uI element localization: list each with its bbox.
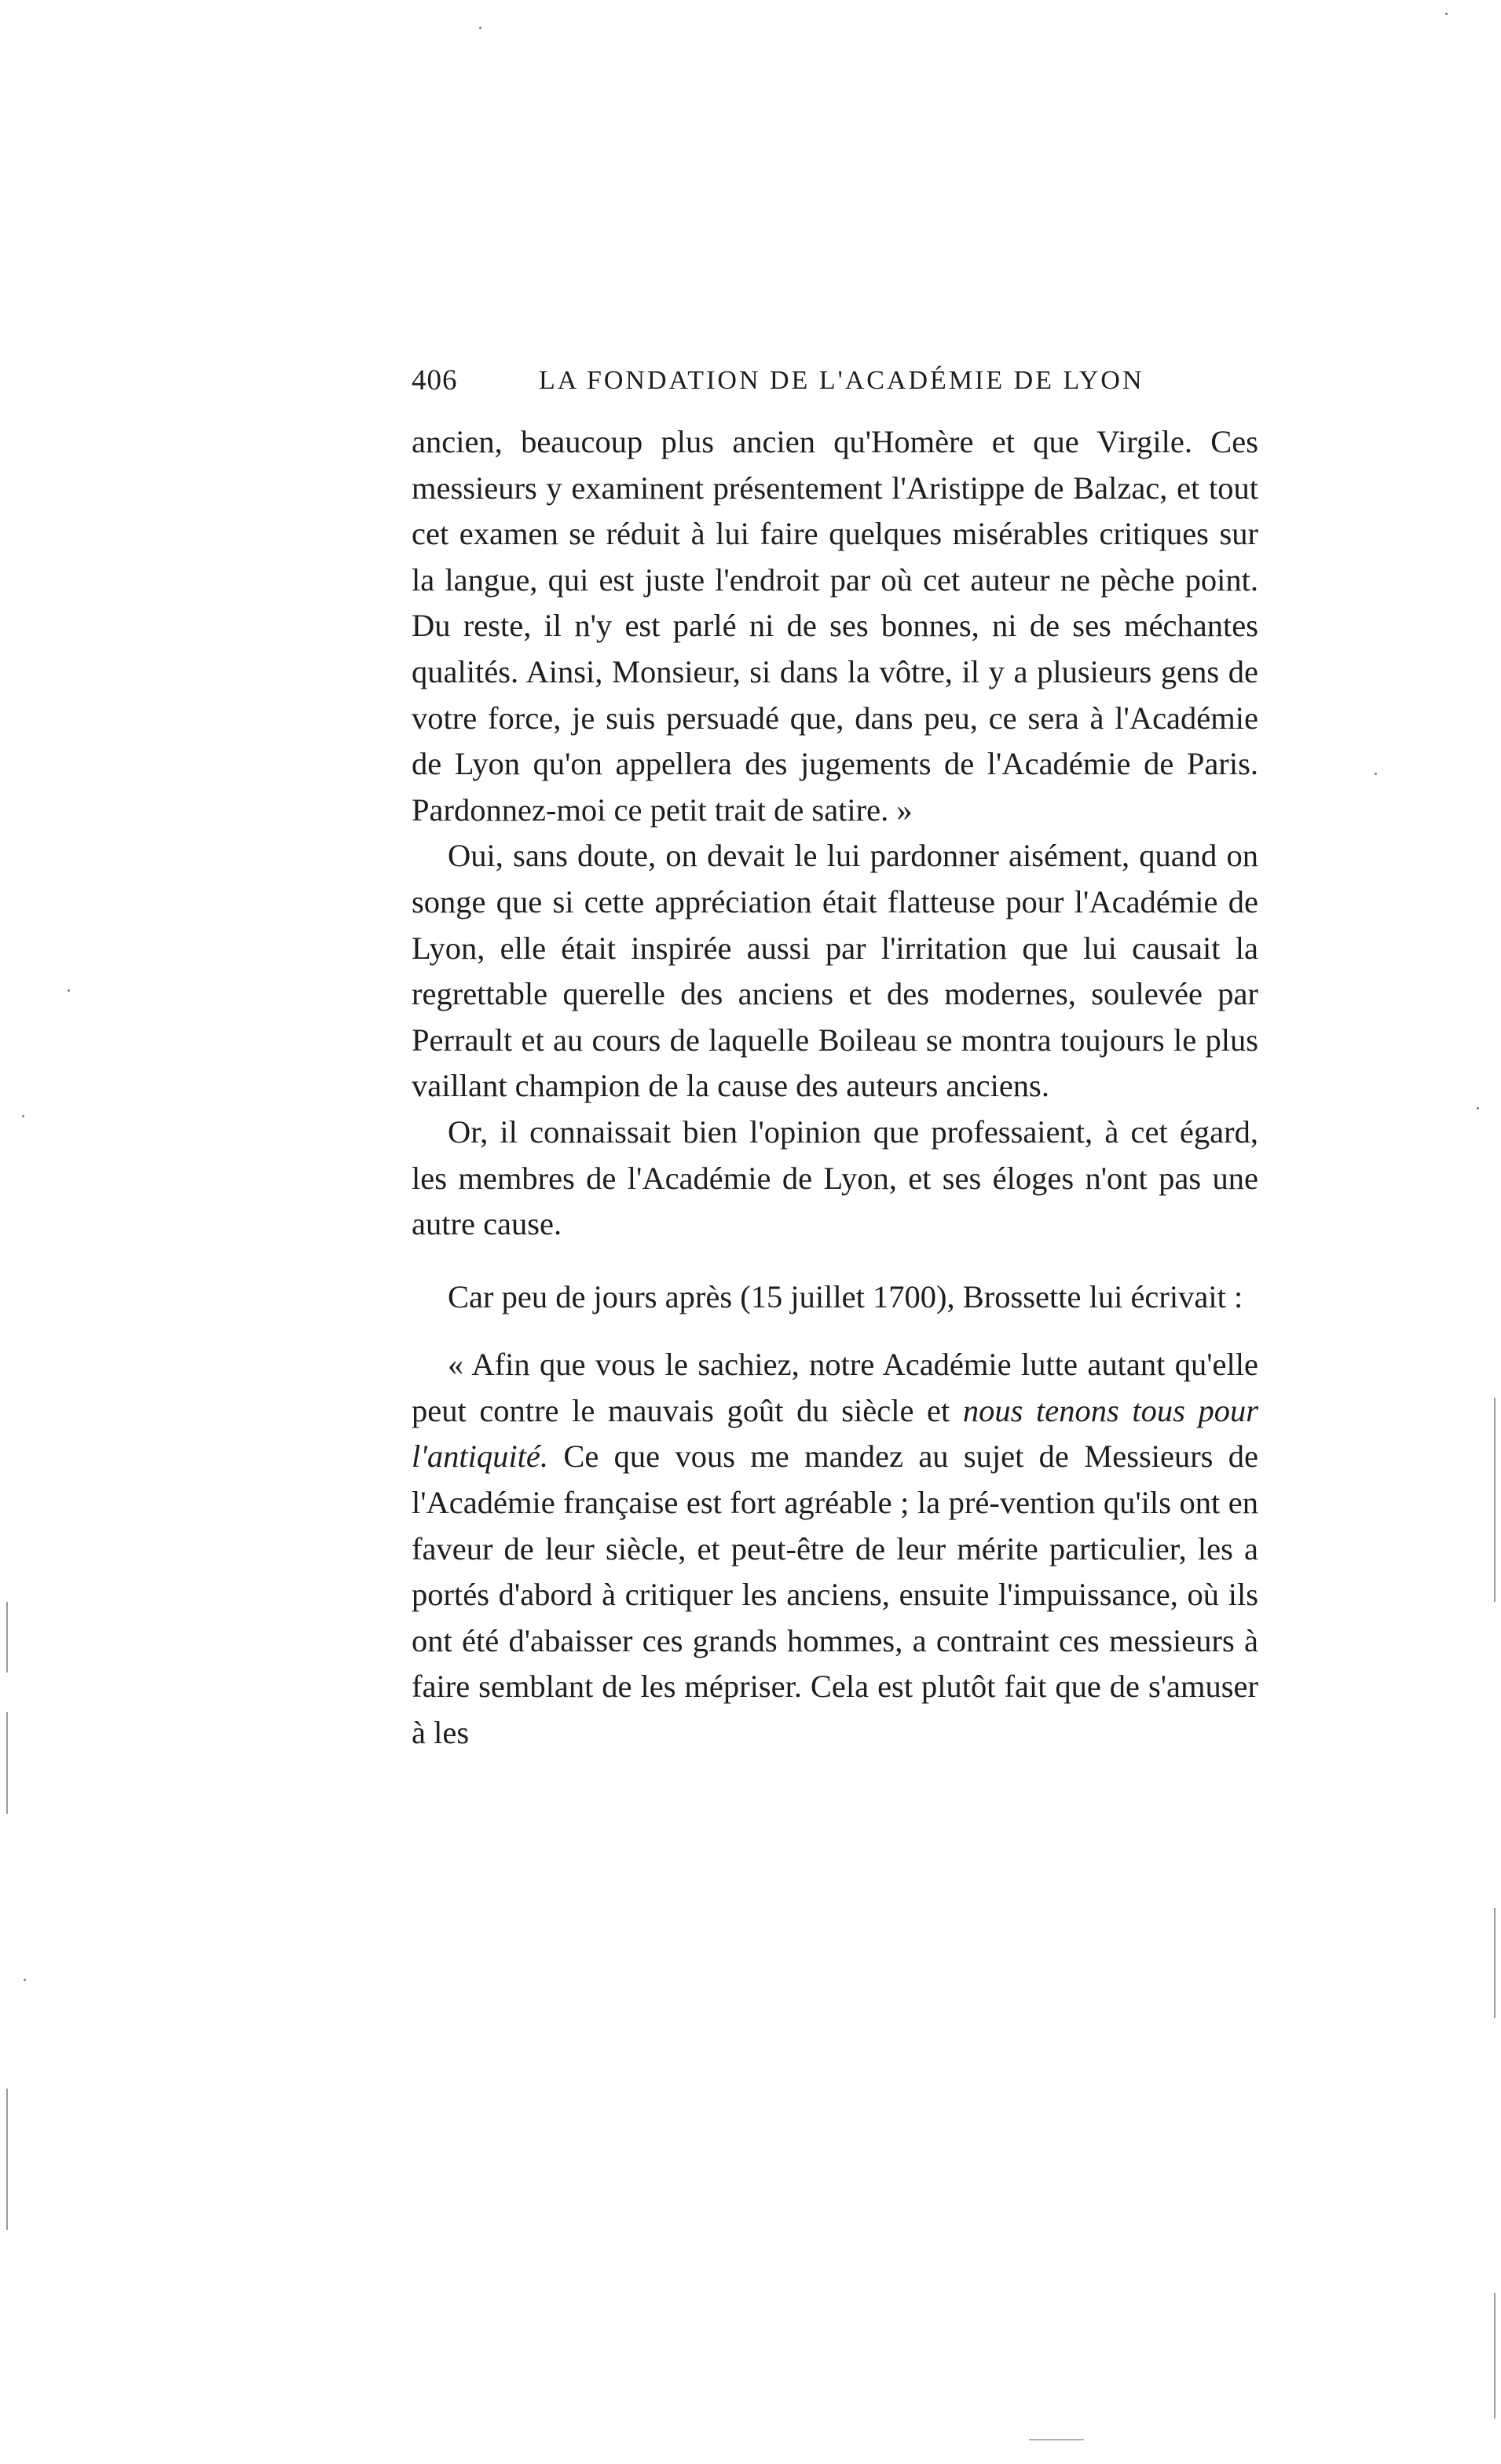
scan-speck — [22, 1115, 24, 1117]
scan-margin-line — [6, 1712, 8, 1814]
scan-speck — [1477, 1107, 1479, 1110]
quotation-text-start: « Afin que vous le sachiez, notre Académie lutte autant qu'elle peut contre le mauvais goût du siècle et — [412, 1347, 1258, 1428]
scan-speck — [24, 1979, 26, 1981]
paragraph-quotation — [412, 1342, 1258, 1756]
paragraph-spacer — [412, 1320, 1258, 1342]
footer-rule — [1029, 2439, 1084, 2440]
scan-speck — [68, 989, 70, 992]
quotation-italic-phrase: nous tenons tous pour l'antiquité. — [412, 1392, 1258, 1475]
scan-speck — [1445, 13, 1448, 15]
paragraph-letter-intro: Car peu de jours après (15 juillet 1700), Brossette lui écrivait : — [448, 1278, 1243, 1314]
scan-margin-line — [6, 2089, 8, 2230]
quotation-text-end: Ce que vous me mandez au sujet de Messieurs de l'Académie française est fort agréable ; la pré-vention qu'ils ont en faveur de leur siècle, et peut-être de leur mérite particulier, les a portés d'abord à critiquer les anciens, ensuite l'impuissance, où ils ont été d'abaisser ces grands hommes, a contraint ces messieurs à faire semblant de les mépriser. Cela est plutôt fait que de s'amuser à les — [412, 1439, 1258, 1751]
paragraph-commentary: Oui, sans doute, on devait le lui pardonner aisément, quand on songe que si cette appréciation était flatteuse pour l'Académie de Lyon, elle était inspirée aussi par l'irritation que lui causait la regrettable querelle des anciens et des modernes, soulevée par Perrault et au cours de laquelle Boileau se montra toujours le plus vaillant champion de la cause des auteurs anciens. — [412, 838, 1258, 1104]
paragraph-opinion: Or, il connaissait bien l'opinion que professaient, à cet égard, les membres de l'Académie de Lyon, et ses éloges n'ont pas une autre cause. — [412, 1113, 1258, 1242]
scan-margin-line — [1494, 2293, 1496, 2418]
paragraph-continuation: ancien, beaucoup plus ancien qu'Homère et que Virgile. Ces messieurs y examinent présentement l'Aristippe de Balzac, et tout cet examen se réduit à lui faire quelques misérables critiques sur la langue, qui est juste l'endroit par où cet auteur ne pèche point. Du reste, il n'y est parlé ni de ses bonnes, ni de ses méchantes qualités. Ainsi, Monsieur, si dans la vôtre, il y a plusieurs gens de votre force, je suis persuadé que, dans peu, ce sera à l'Académie de Lyon qu'on appellera des jugements de l'Académie de Paris. Pardonnez-moi ce petit trait de satire. » — [412, 424, 1258, 828]
scan-speck — [479, 27, 481, 29]
scan-margin-line — [1494, 1908, 1496, 2018]
running-head — [412, 357, 1258, 404]
paragraph-spacer — [412, 1248, 1258, 1274]
scan-margin-line — [6, 1602, 8, 1673]
scan-margin-line — [1494, 1398, 1496, 1602]
page-number: 406 — [412, 364, 458, 397]
running-title: LA FONDATION DE L'ACADÉMIE DE LYON — [539, 366, 1144, 395]
body-text — [412, 419, 1258, 1757]
scan-speck — [1375, 773, 1377, 775]
